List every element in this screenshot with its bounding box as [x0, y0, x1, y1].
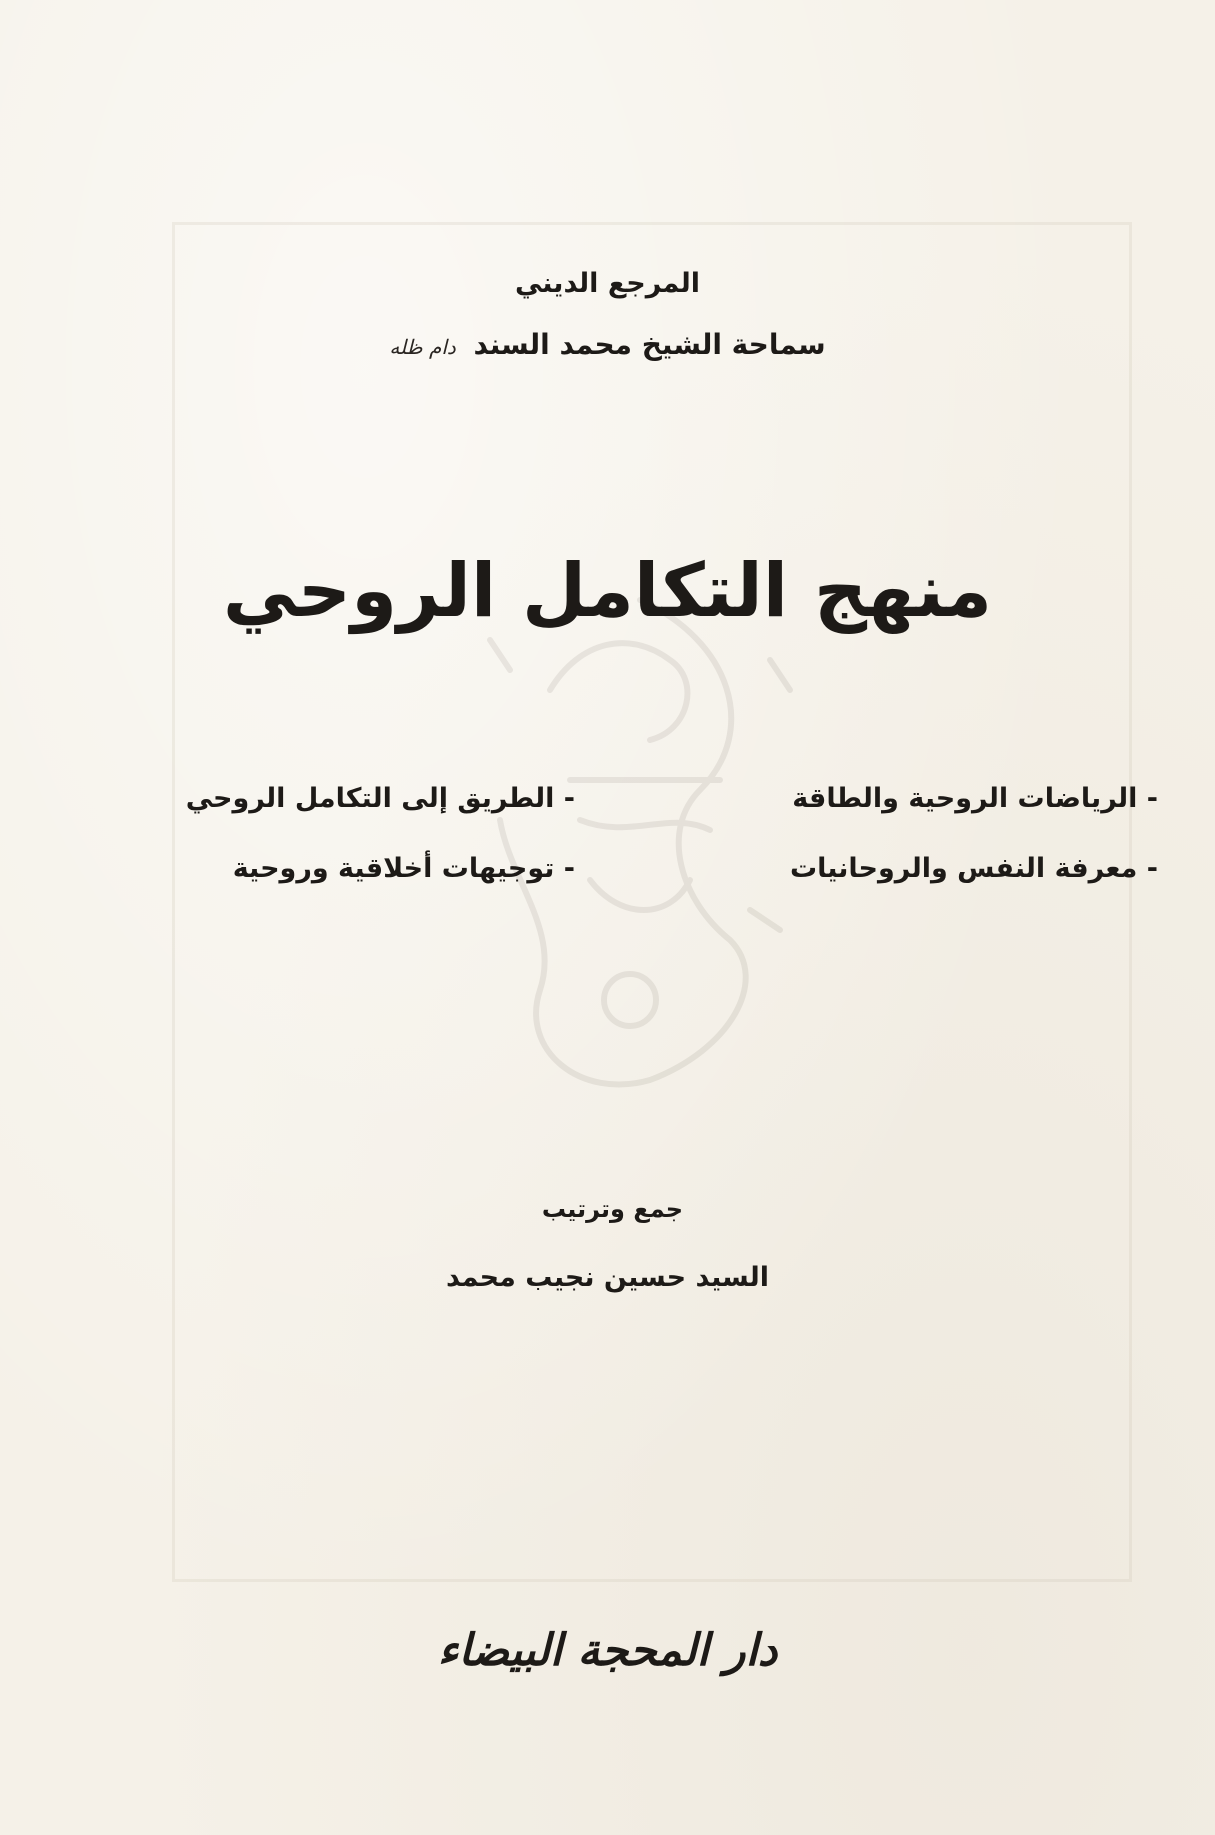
- author-name: سماحة الشيخ محمد السند: [473, 328, 826, 361]
- topic-item: - توجيهات أخلاقية وروحية: [232, 853, 575, 884]
- author-line: [0, 328, 1215, 361]
- author-title: المرجع الديني: [514, 268, 701, 299]
- topic-item: - معرفة النفس والروحانيات: [789, 853, 1158, 884]
- book-title: منهج التكامل الروحي: [222, 548, 993, 634]
- topic-item: - الطريق إلى التكامل الروحي: [185, 783, 575, 814]
- compiled-by-label: جمع وترتيب: [541, 1195, 684, 1223]
- topic-item: - الرياضات الروحية والطاقة: [792, 783, 1158, 814]
- publisher-logo-text: دار المحجة البيضاء: [437, 1625, 778, 1676]
- compiler-name: السيد حسين نجيب محمد: [445, 1262, 769, 1293]
- author-honorific: دام ظله: [389, 335, 456, 359]
- faint-emblem-watermark: [430, 580, 850, 1100]
